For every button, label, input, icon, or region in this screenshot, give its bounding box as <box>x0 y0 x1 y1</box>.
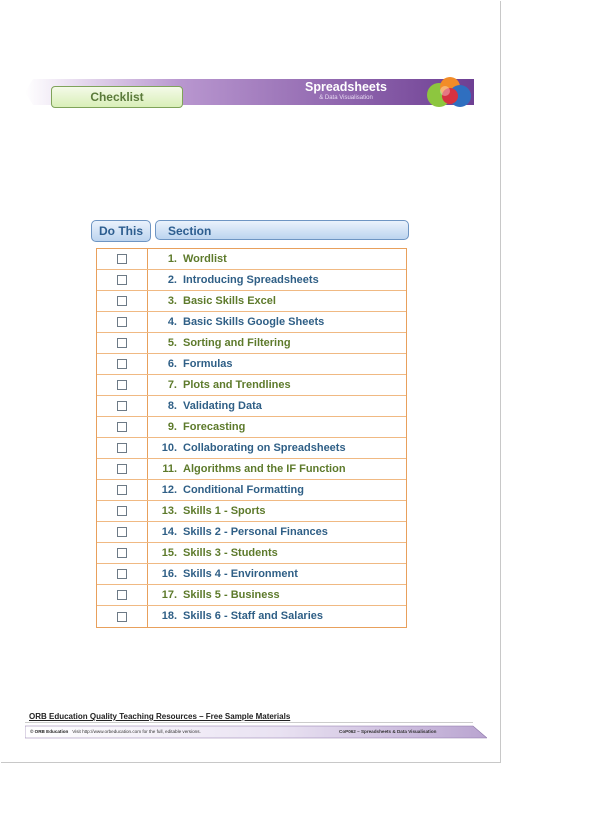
checkbox-cell <box>97 480 148 500</box>
table-row <box>97 564 406 585</box>
checkbox-cell <box>97 375 148 395</box>
checkbox[interactable] <box>117 296 127 306</box>
checkbox[interactable] <box>117 506 127 516</box>
section-number: 11. <box>162 463 177 475</box>
section-title: Collaborating on Spreadsheets <box>183 442 346 454</box>
table-row <box>97 375 406 396</box>
checkbox[interactable] <box>117 275 127 285</box>
section-number: 13. <box>161 505 177 517</box>
checkbox[interactable] <box>117 359 127 369</box>
checkbox[interactable] <box>117 612 127 622</box>
checkbox-cell <box>97 564 148 584</box>
section-title: Sorting and Filtering <box>183 337 291 349</box>
table-row <box>97 543 406 564</box>
checkbox-cell <box>97 501 148 521</box>
checkbox-cell <box>97 312 148 332</box>
section-title: Skills 6 - Staff and Salaries <box>183 610 324 622</box>
checkbox-cell <box>97 606 148 627</box>
checkbox-cell <box>97 249 148 269</box>
section-title: Conditional Formatting <box>183 484 304 496</box>
checkbox[interactable] <box>117 338 127 348</box>
section-number: 16. <box>161 568 177 580</box>
checkbox-cell <box>97 417 148 437</box>
checkbox-cell <box>97 459 148 479</box>
table-row <box>97 312 406 333</box>
section-title: Plots and Trendlines <box>183 379 291 391</box>
checkbox-cell <box>97 291 148 311</box>
footer-left <box>30 729 201 735</box>
checkbox[interactable] <box>117 569 127 579</box>
checklist-table <box>96 248 407 628</box>
section-number: 4. <box>167 316 177 328</box>
checkbox[interactable] <box>117 590 127 600</box>
table-row <box>97 333 406 354</box>
checkbox[interactable] <box>117 464 127 474</box>
orb-logo-icon <box>423 74 475 110</box>
checkbox[interactable] <box>117 380 127 390</box>
checkbox-cell <box>97 333 148 353</box>
section-title: Skills 1 - Sports <box>183 505 266 517</box>
table-row <box>97 354 406 375</box>
checkbox[interactable] <box>117 422 127 432</box>
table-row <box>97 480 406 501</box>
checkbox[interactable] <box>117 317 127 327</box>
checkbox[interactable] <box>117 527 127 537</box>
section-number: 12. <box>161 484 177 496</box>
footer-visit-text: Visit http://www.orbeducation.com for the full, editable versions. <box>72 729 201 734</box>
checkbox-cell <box>97 522 148 542</box>
section-title: Algorithms and the IF Function <box>183 463 346 475</box>
checkbox-cell <box>97 438 148 458</box>
table-row <box>97 522 406 543</box>
column-header-section: Section <box>155 220 409 240</box>
table-row <box>97 396 406 417</box>
section-title: Skills 2 - Personal Finances <box>183 526 328 538</box>
section-title: Forecasting <box>183 421 246 433</box>
section-title: Skills 4 - Environment <box>183 568 298 580</box>
section-number: 7. <box>167 379 177 391</box>
section-number: 5. <box>167 337 177 349</box>
checkbox-cell <box>97 396 148 416</box>
section-title: Formulas <box>183 358 233 370</box>
section-title: Basic Skills Excel <box>183 295 276 307</box>
checklist-tab: Checklist <box>51 86 183 108</box>
section-title: Skills 3 - Students <box>183 547 278 559</box>
table-row <box>97 417 406 438</box>
footer-copyright: © ORB Education <box>30 729 69 734</box>
table-row <box>97 291 406 312</box>
section-number: 8. <box>167 400 177 412</box>
section-title: Basic Skills Google Sheets <box>183 316 325 328</box>
section-number: 6. <box>167 358 177 370</box>
section-number: 17. <box>161 589 177 601</box>
section-number: 3. <box>167 295 177 307</box>
section-number: 15. <box>161 547 177 559</box>
section-number: 9. <box>167 421 177 433</box>
section-title: Skills 5 - Business <box>183 589 280 601</box>
section-title: Validating Data <box>183 400 262 412</box>
table-row <box>97 585 406 606</box>
footer-title: ORB Education Quality Teaching Resources – Free Sample Materials <box>29 712 291 721</box>
sheet-title: Spreadsheets <box>305 80 387 94</box>
checkbox-cell <box>97 543 148 563</box>
table-row <box>97 606 406 627</box>
checkbox[interactable] <box>117 485 127 495</box>
section-number: 2. <box>167 274 177 286</box>
table-row <box>97 501 406 522</box>
checkbox-cell <box>97 270 148 290</box>
table-row <box>97 270 406 291</box>
checkbox[interactable] <box>117 548 127 558</box>
section-number: 18. <box>161 610 177 622</box>
table-row <box>97 459 406 480</box>
checkbox[interactable] <box>117 443 127 453</box>
checkbox-cell <box>97 585 148 605</box>
checkbox-cell <box>97 354 148 374</box>
table-row <box>97 249 406 270</box>
column-header-do-this: Do This <box>91 220 151 242</box>
section-title: Wordlist <box>183 253 227 265</box>
sheet-subtitle: & Data Visualisation <box>319 95 373 101</box>
table-row <box>97 438 406 459</box>
checkbox[interactable] <box>117 254 127 264</box>
section-number: 1. <box>167 253 177 265</box>
section-title: Introducing Spreadsheets <box>183 274 319 286</box>
section-number: 10. <box>161 442 177 454</box>
checkbox[interactable] <box>117 401 127 411</box>
footer-code: CoP062 – Spreadsheets & Data Visualisation <box>339 729 437 734</box>
section-number: 14. <box>161 526 177 538</box>
